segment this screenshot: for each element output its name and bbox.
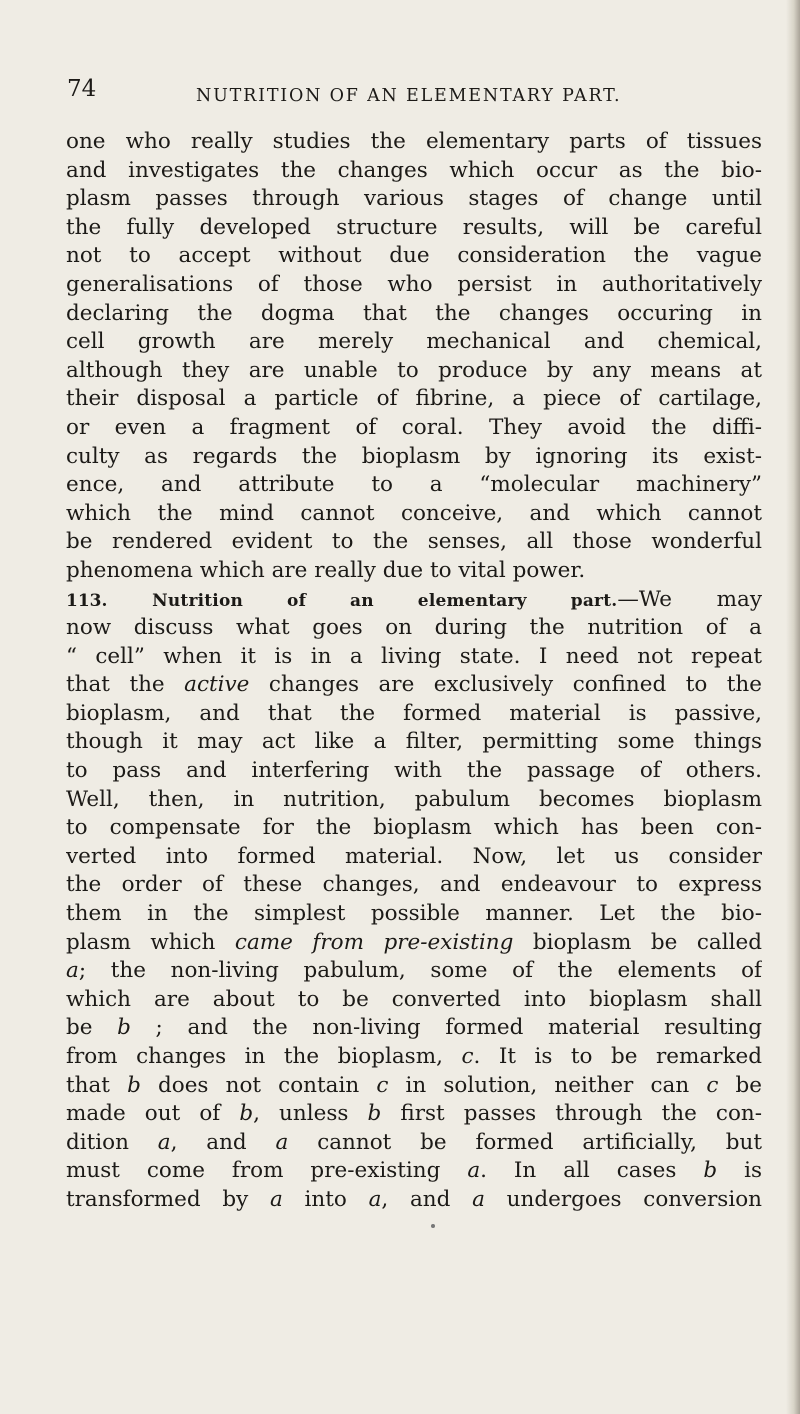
text-fragment: dition <box>66 1129 158 1155</box>
text-fragment: ; the non-living pabulum, some of the elements of <box>78 958 762 984</box>
text-fragment: from changes in the bioplasm, <box>66 1044 462 1069</box>
text-fragment: . It is to be remarked <box>473 1044 762 1069</box>
text-line: declaring the dogma that the changes occuring in <box>66 300 762 326</box>
text-fragment: plasm which <box>66 929 235 955</box>
text-line <box>66 1072 762 1101</box>
italic-term: b <box>127 1072 141 1098</box>
italic-term: b <box>117 1015 131 1041</box>
italic-term: a <box>467 1158 481 1184</box>
italic-term: a <box>66 958 79 984</box>
text-line: which the mind cannot conceive, and which cannot <box>66 500 762 526</box>
text-line: generalisations of those who persist in authoritatively <box>66 271 762 297</box>
text-line: the order of these changes, and endeavour to express <box>66 872 762 898</box>
text-line: not to accept without due consideration the vague <box>66 243 762 269</box>
text-line: “ cell” when it is in a living state. I need not repeat <box>66 643 762 669</box>
ink-speck <box>431 1224 435 1228</box>
text-fragment: made out of <box>66 1101 240 1127</box>
section-heading-line <box>66 586 762 615</box>
italic-term: a <box>368 1186 382 1212</box>
text-fragment: must come from pre-existing <box>66 1158 468 1184</box>
italic-term: b <box>239 1101 254 1127</box>
text-line: their disposal a particle of fibrine, a piece of cartilage, <box>66 386 762 412</box>
text-line <box>66 1157 762 1186</box>
text-line: phenomena which are really due to vital power. <box>66 557 586 583</box>
text-fragment: into <box>282 1186 369 1212</box>
text-line: one who really studies the elementary parts of tissues <box>66 129 762 154</box>
text-line: bioplasm, and that the formed material is passive, <box>66 700 762 726</box>
text-line: to pass and interfering with the passage of others. <box>66 758 762 784</box>
italic-term: c <box>376 1072 389 1098</box>
italic-term: a <box>157 1129 171 1155</box>
text-line: although they are unable to produce by any means at <box>66 357 762 383</box>
text-fragment: transformed by <box>66 1186 271 1212</box>
page-number: 74 <box>67 76 97 102</box>
text-fragment: cannot be formed artificially, but <box>288 1129 762 1155</box>
text-line: the fully developed structure results, will be careful <box>66 214 762 240</box>
text-line: or even a fragment of coral. They avoid the diffi- <box>66 414 762 440</box>
text-fragment: , and <box>381 1186 473 1212</box>
text-fragment: that the <box>66 672 185 698</box>
text-line: them in the simplest possible manner. Let the bio- <box>66 901 762 927</box>
page-edge-shadow <box>786 0 800 1414</box>
italic-term: came from pre-existing <box>234 929 514 955</box>
text-line: though it may act like a filter, permitting some things <box>66 729 762 755</box>
text-fragment: ; and the non-living formed material resulting <box>130 1015 762 1041</box>
text-fragment: undergoes conversion <box>484 1186 762 1212</box>
body-text <box>66 128 762 1215</box>
text-fragment: —We may <box>617 586 762 612</box>
text-fragment: , and <box>170 1129 276 1155</box>
italic-term: a <box>472 1186 485 1212</box>
italic-term: a <box>275 1129 289 1155</box>
text-fragment: , unless <box>253 1101 368 1127</box>
text-fragment: that <box>66 1072 128 1098</box>
italic-term: c <box>706 1072 719 1098</box>
text-line: which are about to be converted into bioplasm shall <box>66 986 762 1012</box>
text-fragment: is <box>717 1158 762 1184</box>
italic-term: b <box>703 1158 718 1184</box>
text-fragment: bioplasm be called <box>513 929 762 955</box>
text-line <box>66 1186 762 1215</box>
text-fragment: in solution, neither can <box>388 1072 707 1098</box>
text-line <box>66 1100 762 1129</box>
text-fragment: changes are exclusively confined to the <box>249 672 762 698</box>
text-fragment: first passes through the con- <box>381 1101 762 1127</box>
text-line: verted into formed material. Now, let us consider <box>66 843 762 869</box>
text-line <box>66 929 762 958</box>
text-line: ence, and attribute to a “molecular machinery” <box>66 472 762 498</box>
text-fragment: does not contain <box>140 1072 377 1098</box>
text-line: be rendered evident to the senses, all those wonderful <box>66 529 762 555</box>
italic-term: b <box>367 1101 382 1127</box>
italic-term: c <box>461 1044 474 1069</box>
text-line: cell growth are merely mechanical and chemical, <box>66 329 762 355</box>
text-line <box>66 1014 762 1043</box>
text-fragment: . In all cases <box>480 1158 704 1184</box>
text-line <box>66 1129 762 1158</box>
text-fragment: be <box>66 1015 118 1041</box>
section-title: Nutrition of an elementary part. <box>152 590 618 611</box>
text-line <box>66 671 762 700</box>
text-line: and investigates the changes which occur as the bio- <box>66 157 762 183</box>
text-fragment: be <box>718 1072 762 1098</box>
text-line: to compensate for the bioplasm which has been con- <box>66 815 762 841</box>
italic-term: active <box>184 672 250 698</box>
text-line: culty as regards the bioplasm by ignoring its exist- <box>66 443 762 469</box>
text-line: plasm passes through various stages of change until <box>66 186 762 212</box>
text-line: now discuss what goes on during the nutrition of a <box>66 615 762 641</box>
text-line <box>66 1043 762 1072</box>
text-line: Well, then, in nutrition, pabulum becomes bioplasm <box>66 786 762 812</box>
section-number: 113. <box>66 590 108 611</box>
running-head: NUTRITION OF AN ELEMENTARY PART. <box>196 86 622 106</box>
text-line <box>66 957 762 986</box>
italic-term: a <box>270 1186 283 1212</box>
